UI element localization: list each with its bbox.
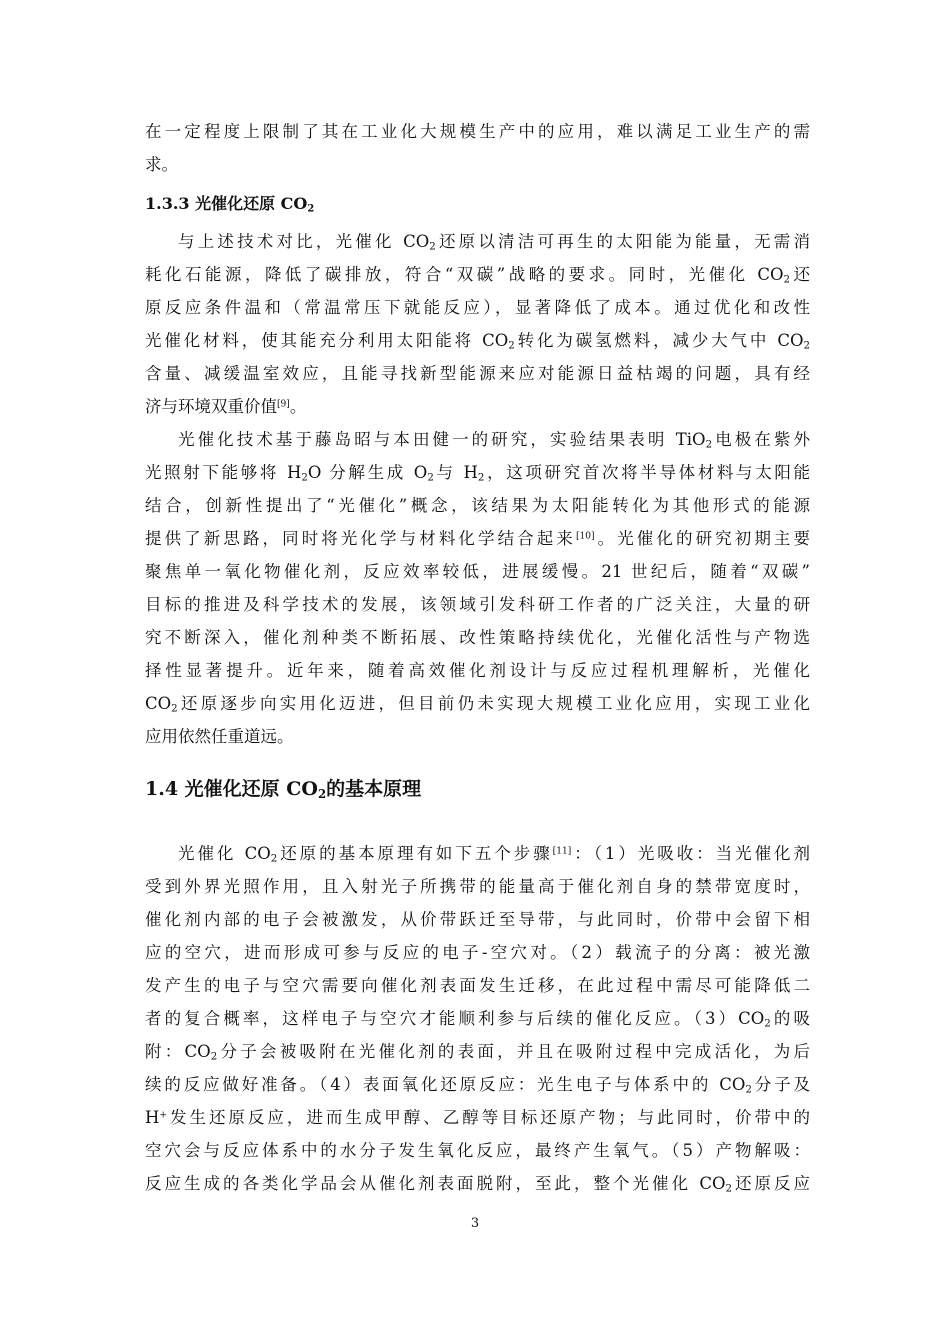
subscript: 2: [210, 1051, 218, 1063]
paragraph-line: [145, 489, 810, 522]
subscript: 2: [764, 1018, 771, 1030]
text-run: O 分解生成 O: [307, 463, 428, 482]
superscript: +: [159, 1110, 167, 1121]
paragraph-line: [145, 1068, 810, 1101]
text-run: 应的空穴，进而形成可参与反应的电子-空穴对。（2）载流子的分离：被光激: [145, 943, 810, 962]
text-run: CO: [145, 694, 172, 713]
paragraph-line: [145, 837, 810, 870]
text-run: 。光催化的研究初期主要: [594, 529, 811, 548]
subscript: 2: [317, 786, 327, 801]
heading-text: 的基本原理: [326, 778, 422, 800]
subscript: 2: [508, 340, 515, 352]
paragraph-line: [145, 936, 810, 969]
subscript: 2: [477, 472, 485, 484]
paragraph-line: [145, 1035, 810, 1068]
text-run: 与上述技术对比，光催化 CO: [178, 232, 430, 251]
subscript: 2: [725, 1183, 732, 1195]
text-run: 在一定程度上限制了其在工业化大规模生产中的应用，难以满足工业生产的需: [145, 122, 810, 141]
text-run: 反应生成的各类化学品会从催化剂表面脱附，至此，整个光催化 CO: [145, 1174, 726, 1193]
page-number: 3: [470, 1216, 480, 1231]
text-run: 结合，创新性提出了“光催化”概念，该结果为太阳能转化为其他形式的能源: [145, 496, 810, 515]
paragraph-line: [145, 225, 810, 258]
body-text: [145, 115, 810, 1200]
paragraph-line: [145, 588, 810, 621]
paragraph-line: [145, 621, 810, 654]
text-run: 转化为碳氢燃料，减少大气中 CO: [514, 331, 804, 350]
text-run: 发生还原反应，进而生成甲醇、乙醇等目标还原产物；与此同时，价带中的: [166, 1108, 810, 1127]
text-run: 择性显著提升。近年来，随着高效催化剂设计与反应过程机理解析，光催化: [145, 661, 810, 680]
subscript: 2: [301, 472, 308, 484]
text-run: 。: [289, 397, 307, 416]
subscript: 2: [270, 853, 278, 865]
text-run: 与 H: [433, 463, 478, 482]
text-run: 还原的基本原理有如下五个步骤: [277, 844, 553, 863]
subscript: 2: [171, 703, 178, 715]
paragraph-line: [145, 456, 810, 489]
citation: [11]: [552, 846, 572, 857]
paragraph-line: [145, 1134, 810, 1167]
text-run: 光催化技术基于藤岛昭与本田健一的研究，实验结果表明 TiO: [178, 430, 706, 449]
text-run: 分子及: [751, 1075, 810, 1094]
text-run: 电极在紫外: [712, 430, 810, 449]
text-run: 还原逐步向实用化迈进，但目前仍未实现大规模工业化应用，实现工业化: [177, 694, 810, 713]
text-line: [145, 115, 810, 148]
text-run: H: [145, 1108, 160, 1127]
paragraph-line: [145, 291, 810, 324]
paragraph-line: [145, 1002, 810, 1035]
paragraph-line: [145, 324, 810, 357]
paragraph-line: [145, 969, 810, 1002]
text-run: 耗化石能源，降低了碳排放，符合“双碳”战略的要求。同时，光催化 CO: [145, 265, 784, 284]
paragraph-line: [145, 687, 810, 720]
text-run: 光催化 CO: [178, 844, 271, 863]
text-run: 应用依然任重道远。: [145, 727, 294, 746]
text-run: ，这项研究首次将半导体材料与太阳能: [484, 463, 811, 482]
text-run: 光照射下能够将 H: [145, 463, 302, 482]
paragraph-line: [145, 390, 810, 423]
text-run: 求。: [145, 155, 178, 174]
text-run: ：（1）光吸收：当光催化剂: [571, 844, 811, 863]
citation: [10]: [575, 531, 595, 542]
paragraph-line: [145, 258, 810, 291]
subscript: 2: [745, 1084, 752, 1096]
section-heading-1-3-3: [145, 187, 810, 220]
paragraph-line: [145, 1101, 810, 1134]
subscript: 2: [307, 203, 315, 215]
paragraph-line: [145, 357, 810, 390]
paragraph-line: [145, 903, 810, 936]
paragraph-line: [145, 423, 810, 456]
text-run: 发产生的电子与空穴需要向催化剂表面发生迁移，在此过程中需尽可能降低二: [145, 976, 810, 995]
text-run: 聚焦单一氧化物催化剂，反应效率较低，进展缓慢。21 世纪后，随着“双碳”: [145, 562, 810, 581]
paragraph-line: [145, 1167, 810, 1200]
text-run: 空穴会与反应体系中的水分子发生氧化反应，最终产生氧气。（5）产物解吸：: [145, 1141, 810, 1160]
text-run: 分子会被吸附在光催化剂的表面，并且在吸附过程中完成活化，为后: [217, 1042, 811, 1061]
text-run: 催化剂内部的电子会被激发，从价带跃迁至导带，与此同时，价带中会留下相: [145, 910, 810, 929]
section-heading-1-4: [145, 765, 810, 813]
text-run: 附：CO: [145, 1042, 211, 1061]
text-run: 含量、减缓温室效应，且能寻找新型能源来应对能源日益枯竭的问题，具有经: [145, 364, 810, 383]
heading-text: 1.3.3 光催化还原 CO: [145, 194, 308, 213]
citation: [9]: [277, 399, 290, 410]
text-run: 还: [790, 265, 810, 284]
text-line: [145, 148, 810, 181]
text-run: 光催化材料，使其能充分利用太阳能将 CO: [145, 331, 509, 350]
paragraph-line: [145, 720, 810, 753]
paragraph-line: [145, 870, 810, 903]
text-run: 还原以清洁可再生的太阳能为能量，无需消: [435, 232, 810, 251]
paragraph-line: [145, 522, 810, 555]
subscript: 2: [705, 439, 713, 451]
text-run: 究不断深入，催化剂种类不断拓展、改性策略持续优化，光催化活性与产物选: [145, 628, 810, 647]
subscript: 2: [429, 241, 436, 253]
subscript: 2: [427, 472, 434, 484]
text-run: 受到外界光照作用，且入射光子所携带的能量高于催化剂自身的禁带宽度时，: [145, 877, 810, 896]
subscript: 2: [783, 274, 790, 286]
paragraph-line: [145, 654, 810, 687]
subscript: 2: [803, 340, 810, 352]
heading-text: 1.4 光催化还原 CO: [145, 778, 318, 800]
text-run: 者的复合概率，这样电子与空穴才能顺利参与后续的催化反应。（3）CO: [145, 1009, 765, 1028]
text-run: 还原反应: [731, 1174, 810, 1193]
text-run: 提供了新思路，同时将光化学与材料化学结合起来: [145, 529, 576, 548]
text-run: 续的反应做好准备。（4）表面氧化还原反应：光生电子与体系中的 CO: [145, 1075, 746, 1094]
text-run: 济与环境双重价值: [145, 397, 277, 416]
text-run: 原反应条件温和（常温常压下就能反应），显著降低了成本。通过优化和改性: [145, 298, 810, 317]
text-run: 目标的推进及科学技术的发展，该领域引发科研工作者的广泛关注，大量的研: [145, 595, 810, 614]
text-run: 的吸: [770, 1009, 810, 1028]
paragraph-line: [145, 555, 810, 588]
